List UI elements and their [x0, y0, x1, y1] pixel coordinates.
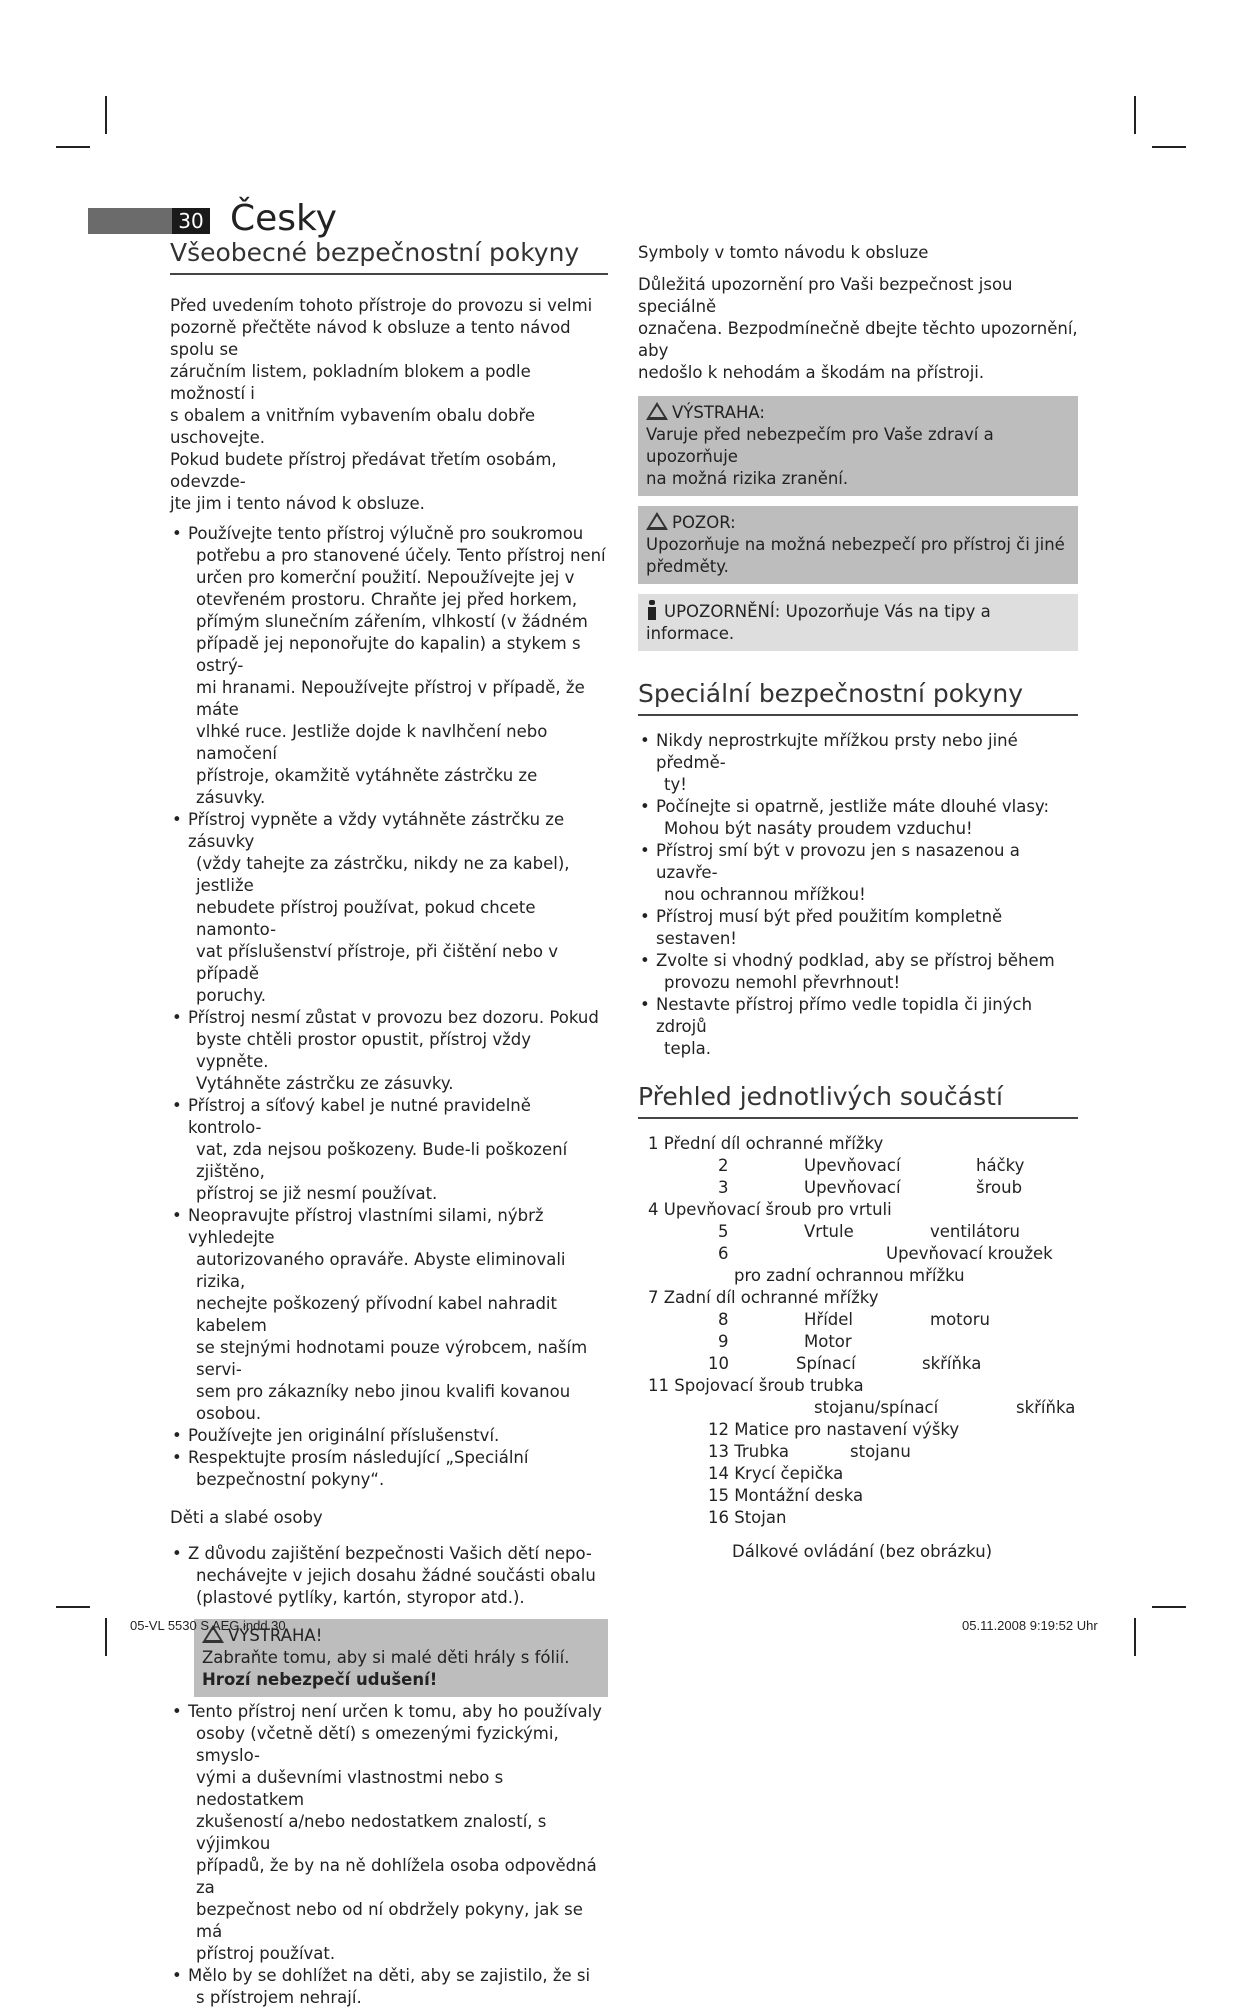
special-safety-list — [638, 730, 1078, 1060]
crop-mark — [1134, 1618, 1136, 1656]
caution-triangle-icon — [646, 512, 668, 530]
part-item: 5 Vrtule ventilátoru — [718, 1222, 1020, 1241]
section-heading-parts: Přehled jednotlivých součástí — [638, 1082, 1078, 1119]
parts-list — [638, 1133, 1078, 1563]
crop-mark — [56, 1606, 90, 1608]
part-item: 3 Upevňovací šroub — [718, 1178, 1023, 1197]
list-item: • Mělo by se dohlížet na děti, aby se zajistilo, že si s přístrojem nehrají. — [170, 1965, 608, 2009]
part-item: 16 Stojan — [708, 1508, 787, 1527]
list-item: • Přístroj musí být před použitím kompletně sestaven! — [638, 906, 1078, 950]
header-bar — [88, 208, 172, 234]
part-item: 10 Spínací skříňka — [708, 1354, 982, 1373]
general-safety-list — [170, 523, 608, 1491]
part-item: 11 Spojovací šroub trubka — [648, 1376, 864, 1395]
list-item: • Z důvodu zajištění bezpečnosti Vašich dětí nepo- nechávejte v jejich dosahu žádné součásti obalu (plastové pytlíky, kartón, styropor atd.). — [170, 1543, 608, 1609]
list-item: • Tento přístroj není určen k tomu, aby ho používaly osoby (včetně dětí) s omezenými fyzickými, smyslo- vými a duševními vlastnostmi nebo s nedostatkem zkušeností a/nebo nedostatkem znalostí, s výjimkou případů, že by na ně dohlížela osoba odpovědná za bezpečnost nebo od ní obdržely pokyny, jak se má přístroj používat. — [170, 1701, 608, 1965]
part-item: 13 Trubka stojanu — [708, 1442, 911, 1461]
box-vystraha: VÝSTRAHA: Varuje před nebezpečím pro Vaše zdraví a upozorňuje na možná rizika zranění. — [638, 396, 1078, 496]
warning-triangle-icon — [646, 402, 668, 420]
footer-timestamp: 05.11.2008 9:19:52 Uhr — [962, 1618, 1098, 1633]
list-item: • Přístroj nesmí zůstat v provozu bez dozoru. Pokud byste chtěli prostor opustit, přístroj vždy vypněte. Vytáhněte zástrčku ze zásuvky. — [170, 1007, 608, 1095]
part-item: 4 Upevňovací šroub pro vrtuli — [648, 1200, 892, 1219]
part-item: 9 Motor — [718, 1332, 852, 1351]
children-heading: Děti a slabé osoby — [170, 1508, 323, 1527]
part-item: 15 Montážní deska — [708, 1486, 864, 1505]
symbols-heading: Symboly v tomto návodu k obsluze — [638, 243, 929, 262]
left-column — [170, 238, 608, 2009]
right-column — [638, 242, 1078, 1563]
box-upozorneni: UPOZORNĚNÍ: Upozorňuje Vás na tipy a informace. — [638, 594, 1078, 651]
box-pozor: POZOR: Upozorňuje na možná nebezpečí pro přístroj či jiné předměty. — [638, 506, 1078, 584]
info-icon — [648, 600, 656, 620]
page-number: 30 — [172, 208, 210, 234]
list-item: • Neopravujte přístroj vlastními silami, nýbrž vyhledejte autorizovaného opraváře. Abyste eliminovali rizika, nechejte poškozený přívodní kabel nahradit kabelem se stejnými hodnotami pouze výrobcem, naším servi- sem pro zákazníky nebo jinou kvalifi kovanou osobou. — [170, 1205, 608, 1425]
part-item: 12 Matice pro nastavení výšky — [708, 1420, 960, 1439]
crop-mark — [1152, 146, 1186, 148]
crop-mark — [1134, 96, 1136, 134]
list-item: • Počínejte si opatrně, jestliže máte dlouhé vlasy: Mohou být nasáty proudem vzduchu! — [638, 796, 1078, 840]
part-item: 8 Hřídel motoru — [718, 1310, 990, 1329]
part-item: 1 Přední díl ochranné mřížky — [648, 1134, 884, 1153]
part-item: stojanu/spínací skříňka — [814, 1398, 1076, 1417]
list-item: • Přístroj vypněte a vždy vytáhněte zástrčku ze zásuvky (vždy tahejte za zástrčku, nikdy ne za kabel), jestliže nebudete přístroj používat, pokud chcete namonto- vat příslušenství přístroje, při čištění nebo v případě poruchy. — [170, 809, 608, 1007]
crop-mark — [1152, 1606, 1186, 1608]
list-item: • Používejte tento přístroj výlučně pro soukromou potřebu a pro stanovené účely. Tento přístroj není určen pro komerční použití. Nepoužívejte jej v otevřeném prostoru. Chraňte jej před horkem, přímým slunečním zářením, vlhkostí (v žádném případě jej neponořujte do kapalin) a stykem s ostrý- mi hranami. Nepoužívejte přístroj v případě, že máte vlhké ruce. Jestliže dojde k navlhčení nebo namočení přístroje, okamžitě vytáhněte zástrčku ze zásuvky. — [170, 523, 608, 809]
warning-box-children: VÝSTRAHA! Zabraňte tomu, aby si malé děti hrály s fólií. Hrozí nebezpečí udušení! — [194, 1619, 608, 1697]
section-heading-general-safety: Všeobecné bezpečnostní pokyny — [170, 238, 608, 275]
part-item: pro zadní ochrannou mřížku — [734, 1266, 965, 1285]
list-item: • Nestavte přístroj přímo vedle topidla či jiných zdrojů tepla. — [638, 994, 1078, 1060]
section-heading-special-safety: Speciální bezpečnostní pokyny — [638, 679, 1078, 716]
list-item: • Zvolte si vhodný podklad, aby se přístroj během provozu nemohl převrhnout! — [638, 950, 1078, 994]
children-list-2 — [170, 1701, 608, 2009]
list-item: • Respektujte prosím následující „Speciální bezpečnostní pokyny“. — [170, 1447, 608, 1491]
part-item: 14 Krycí čepička — [708, 1464, 844, 1483]
language-title: Česky — [230, 198, 337, 239]
crop-mark — [56, 146, 90, 148]
part-item: 2 Upevňovací háčky — [718, 1156, 1025, 1175]
symbols-intro: Důležitá upozornění pro Vaši bezpečnost jsou speciálně označena. Bezpodmínečně dbejte těchto upozornění, aby nedošlo k nehodám a škodám na přístroji. — [638, 275, 1078, 382]
list-item: • Přístroj smí být v provozu jen s nasazenou a uzavře- nou ochrannou mřížkou! — [638, 840, 1078, 906]
intro-paragraph: Před uvedením tohoto přístroje do provozu si velmi pozorně přečtěte návod k obsluze a tento návod spolu se záručním listem, pokladním blokem a podle možností i s obalem a vnitřním vybavením obalu dobře uschovejte. Pokud budete přístroj předávat třetím osobám, odevzde- jte jim i tento návod k obsluze. — [170, 296, 593, 513]
list-item: • Přístroj a síťový kabel je nutné pravidelně kontrolo- vat, zda nejsou poškozeny. Bude-li poškození zjištěno, přístroj se již nesmí používat. — [170, 1095, 608, 1205]
crop-mark — [105, 96, 107, 134]
part-item-remote: Dálkové ovládání (bez obrázku) — [732, 1542, 993, 1561]
list-item: • Nikdy neprostrkujte mřížkou prsty nebo jiné předmě- ty! — [638, 730, 1078, 796]
part-item: 7 Zadní díl ochranné mřížky — [648, 1288, 879, 1307]
list-item: • Používejte jen originální příslušenství. — [170, 1425, 608, 1447]
children-list — [170, 1543, 608, 1609]
part-item: 6 Upevňovací kroužek — [718, 1244, 1053, 1263]
crop-mark — [105, 1618, 107, 1656]
footer-file-name: 05-VL 5530 S AEG.indd 30 — [130, 1618, 286, 1633]
